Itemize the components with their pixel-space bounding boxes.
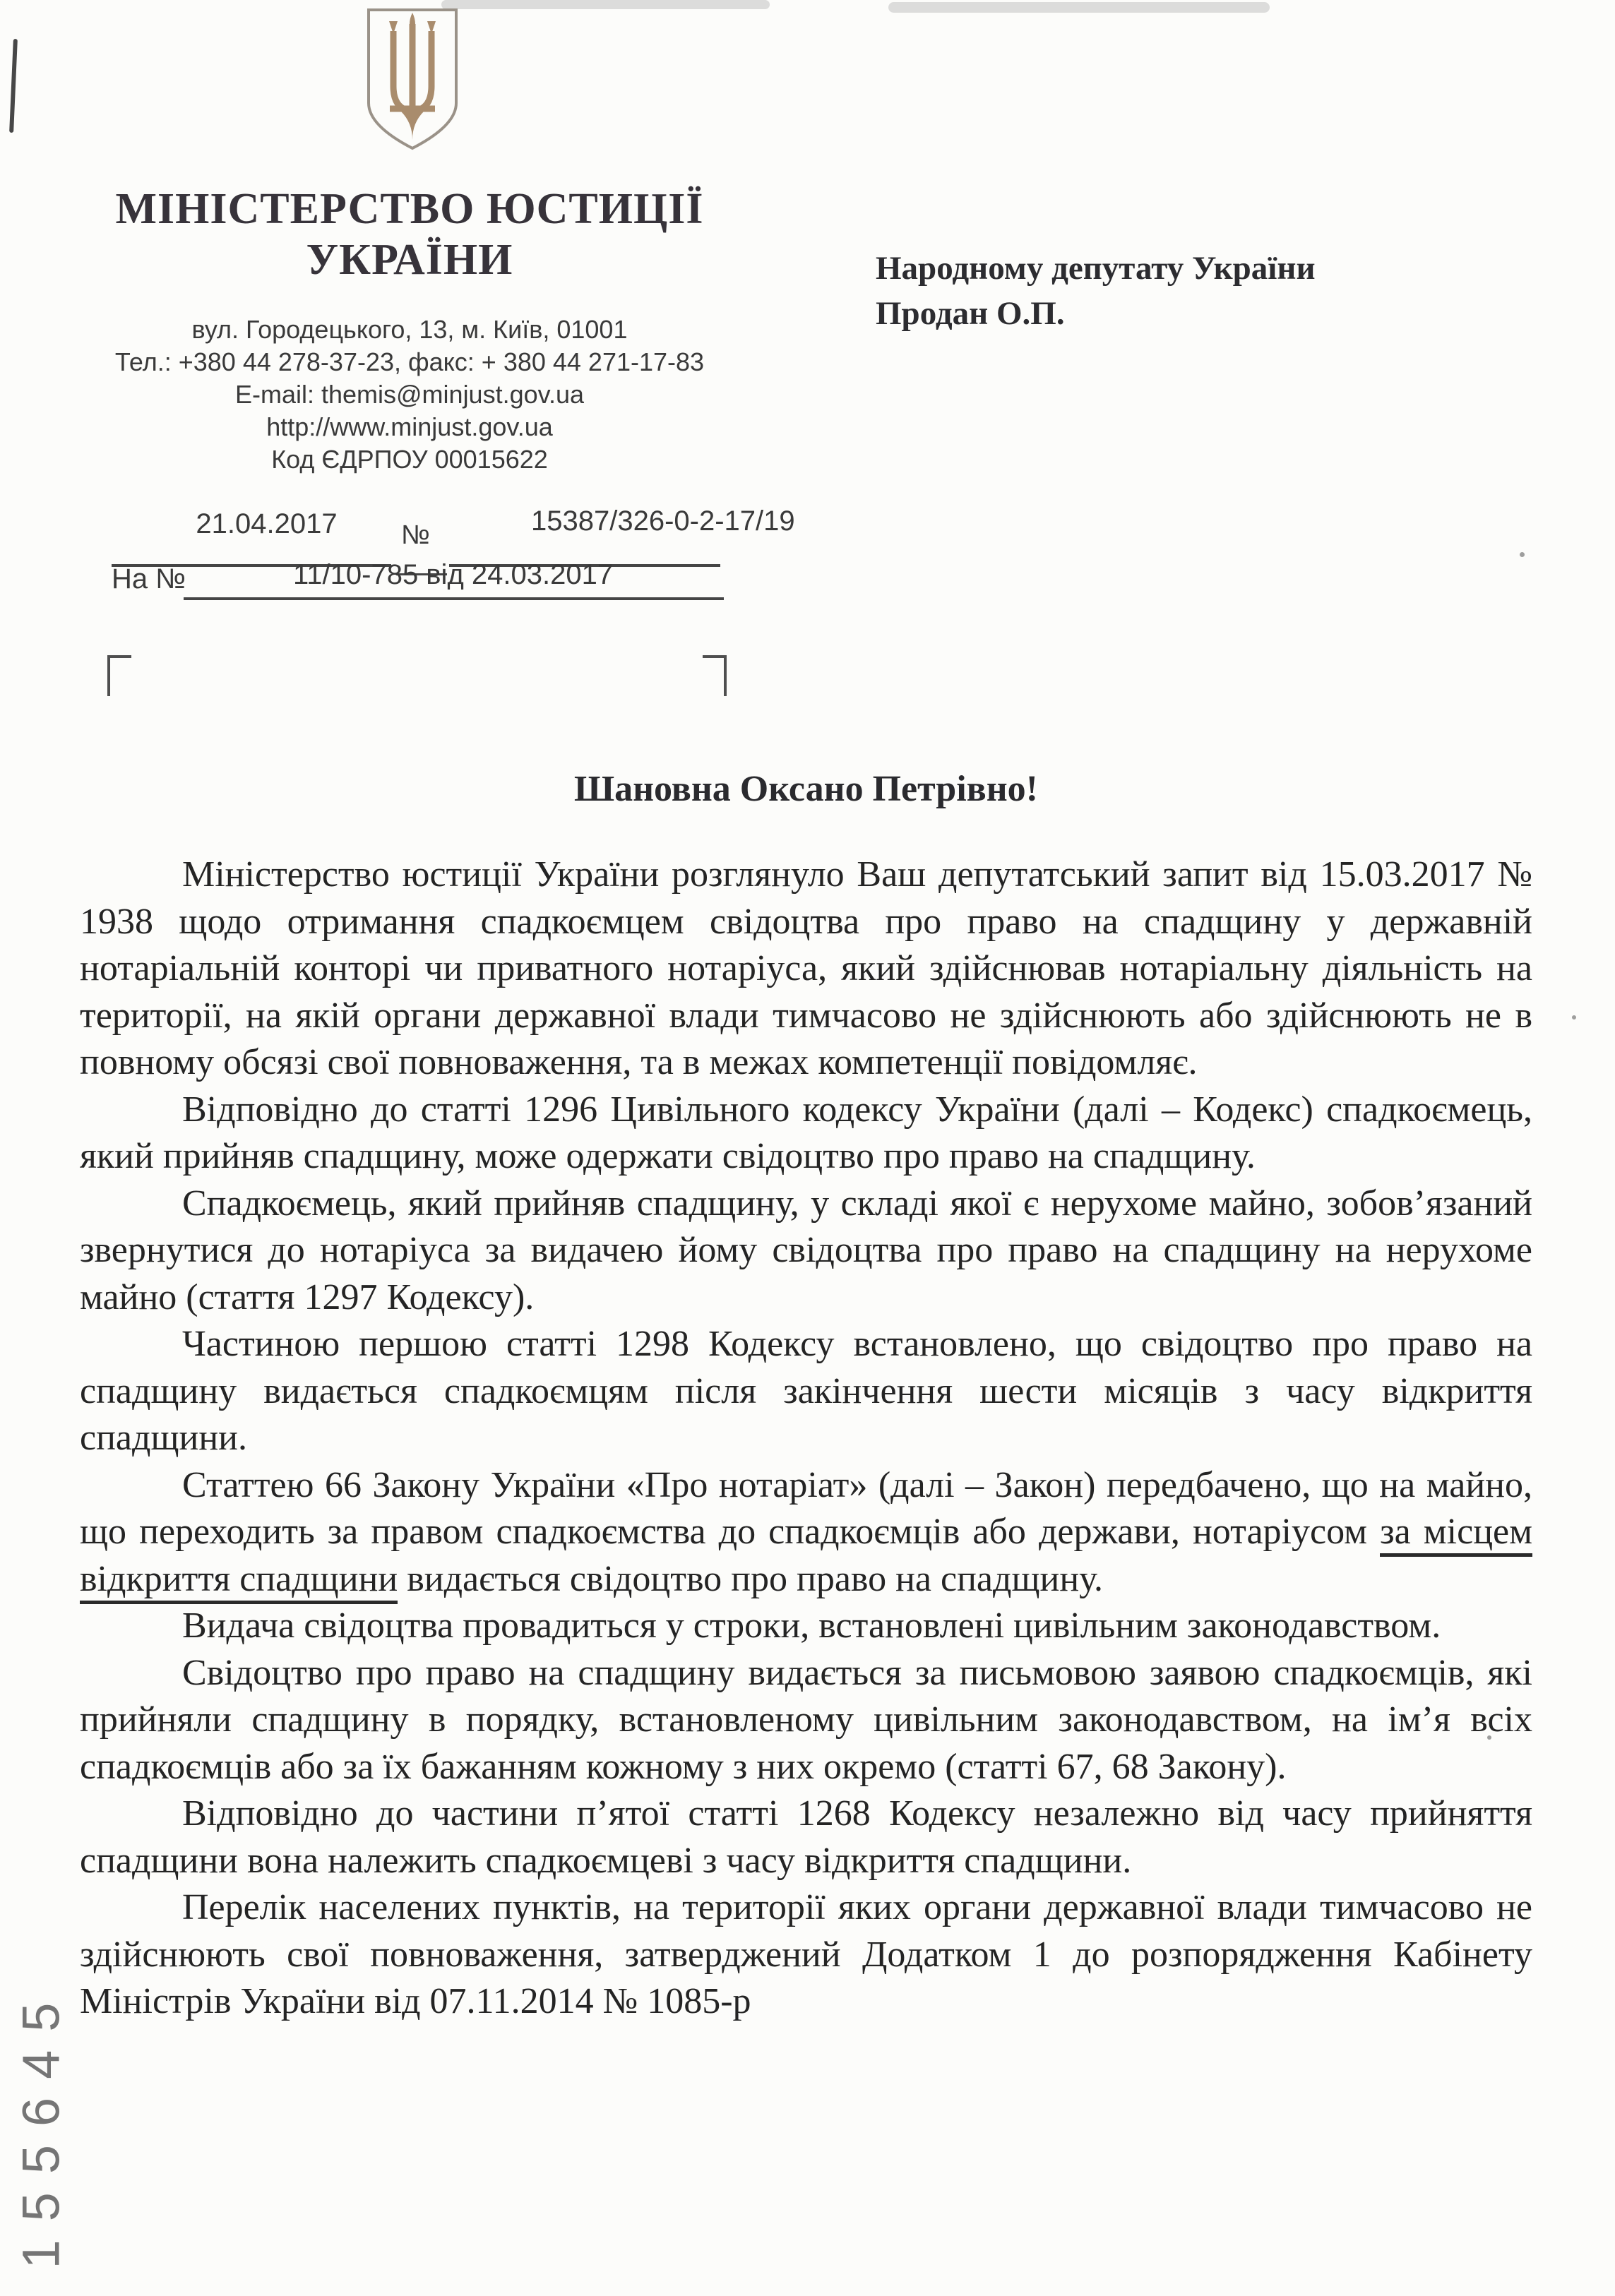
reply-to-label: На № bbox=[112, 563, 186, 594]
letterhead-edrpou-code: Код ЄДРПОУ 00015622 bbox=[271, 445, 548, 474]
letterhead bbox=[67, 185, 752, 476]
body-paragraph-4: Частиною першою статті 1298 Кодексу встановлено, що свідоцтво про право на спадщину видається спадкоємцям після закінчення шести місяців з часу відкриття спадщини. bbox=[80, 1324, 1532, 1458]
letterhead-phone-fax: Тел.: +380 44 278-37-23, факс: + 380 44 271-17-83 bbox=[114, 347, 705, 376]
outgoing-number: 15387/326-0-2-17/19 bbox=[531, 506, 795, 537]
body-paragraph-9: Перелік населених пунктів, на території яких органи державної влади тимчасово не здійснюють свої повноваження, затверджений Додатком 1 до розпорядження Кабінету Міністрів України від 07.11.2014 № 1085-р bbox=[80, 1887, 1532, 2021]
letter-date: 21.04.2017 bbox=[196, 508, 338, 539]
body-paragraph-7: Свідоцтво про право на спадщину видається за письмовою заявою спадкоємців, які прийняли спадщину в порядку, встановленому цивільним законодавством, на ім’я всіх спадкоємців або за їх бажанням кожному з них окремо (статті 67, 68 Закону). bbox=[80, 1652, 1532, 1787]
address-zone-corner-left bbox=[107, 655, 131, 696]
registration-number-vertical: 155645 bbox=[11, 1984, 71, 2269]
body-paragraph-5 bbox=[80, 1462, 1532, 1603]
registration-stamp-wrap bbox=[4, 1964, 78, 2289]
recipient-block bbox=[876, 246, 1316, 336]
incoming-reference: 11/10-785 від 24.03.2017 bbox=[293, 559, 614, 590]
scan-smudge bbox=[441, 0, 770, 9]
body-paragraph-1: Міністерство юстиції України розглянуло Ваш депутатський запит від 15.03.2017 № 1938 щодо отримання спадкоємцем свідоцтва про право на спадщину у державній нотаріальній конторі чи приватного нотаріуса, який здійснював нотаріальну діяльність на території, на якій органи державної влади тимчасово не здійснюють або здійснюють не в повному обсязі свої повноваження, та в межах компетенції повідомляє. bbox=[80, 854, 1532, 1082]
recipient-name: Продан О.П. bbox=[876, 295, 1065, 332]
ministry-name-line1: МІНІСТЕРСТВО ЮСТИЦІЇ bbox=[115, 185, 704, 233]
salutation: Шановна Оксано Петрівно! bbox=[573, 769, 1039, 809]
ukraine-coat-of-arms-icon bbox=[362, 4, 463, 154]
ministry-name-line2: УКРАЇНИ bbox=[306, 236, 513, 284]
body-paragraph-2: Відповідно до статті 1296 Цивільного кодексу України (далі – Кодекс) спадкоємець, який прийняв спадщину, може одержати свідоцтво про право на спадщину. bbox=[80, 1089, 1532, 1176]
recipient-title: Народному депутату України bbox=[876, 250, 1316, 287]
letterhead-address: вул. Городецького, 13, м. Київ, 01001 bbox=[191, 315, 628, 344]
address-zone-corner-right bbox=[703, 655, 727, 696]
letterhead-contacts bbox=[67, 313, 752, 476]
letterhead-email: E-mail: themis@minjust.gov.ua bbox=[234, 380, 585, 409]
letterhead-website: http://www.minjust.gov.ua bbox=[266, 412, 553, 441]
body-paragraph-8: Відповідно до частини п’ятої статті 1268 Кодексу незалежно від часу прийняття спадщини вона належить спадкоємцеві з часу відкриття спадщини. bbox=[80, 1793, 1532, 1881]
letter-body bbox=[80, 851, 1532, 2026]
scan-speck bbox=[1520, 552, 1525, 557]
paragraph-5-post: видається свідоцтво про право на спадщину. bbox=[398, 1558, 1103, 1599]
scan-pen-stroke bbox=[9, 39, 18, 133]
scan-speck bbox=[1572, 1015, 1576, 1020]
incoming-reference-underline bbox=[184, 597, 724, 600]
body-paragraph-3: Спадкоємець, який прийняв спадщину, у складі якої є нерухоме майно, зобов’язаний звернутися до нотаріуса за видачею йому свідоцтва про право на спадщину на нерухоме майно (стаття 1297 Кодексу). bbox=[80, 1183, 1532, 1317]
paragraph-5-pre: Статтею 66 Закону України «Про нотаріат» (далі – Закон) передбачено, що на майно, що переходить за правом спадкоємства до спадкоємців або держави, нотаріусом bbox=[80, 1464, 1532, 1552]
body-paragraph-6: Видача свідоцтва провадиться у строки, встановлені цивільним законодавством. bbox=[182, 1606, 1441, 1646]
scan-smudge bbox=[888, 2, 1270, 13]
number-sign-label: № bbox=[401, 520, 430, 550]
paragraph-5-underlined-phrase: за місцем відкриття спадщини bbox=[80, 1512, 1532, 1604]
